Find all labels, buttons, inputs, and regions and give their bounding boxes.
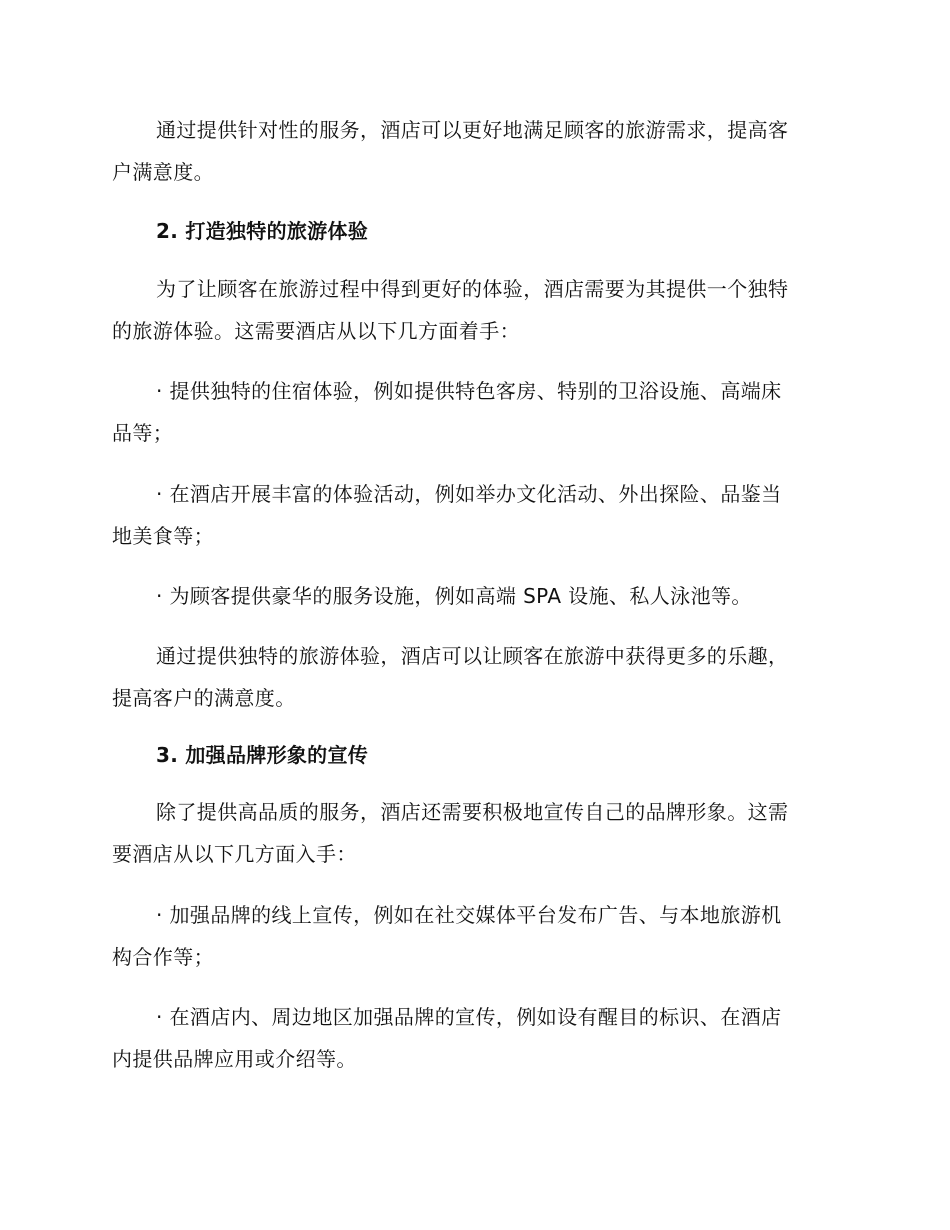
paragraph-experience-intro <box>112 268 836 352</box>
bullet-item-activities <box>112 473 836 557</box>
bullet-line: · 在酒店内、周边地区加强品牌的宣传，例如设有醒目的标识、在酒店 <box>156 1005 782 1029</box>
paragraph-line: 为了让顾客在旅游过程中得到更好的体验，酒店需要为其提供一个独特 <box>156 277 789 301</box>
bullet-line: · 在酒店开展丰富的体验活动，例如举办文化活动、外出探险、品鉴当 <box>156 482 782 506</box>
paragraph-experience-summary <box>112 635 836 719</box>
paragraph-service-summary <box>112 109 836 193</box>
bullet-line: 构合作等； <box>112 945 214 969</box>
section-heading-brand-promotion: 3. 加强品牌形象的宣传 <box>156 743 369 767</box>
paragraph-line: 通过提供针对性的服务，酒店可以更好地满足顾客的旅游需求，提高客 <box>156 118 789 142</box>
bullet-line: · 为顾客提供豪华的服务设施，例如高端 SPA 设施、私人泳池等。 <box>156 584 752 608</box>
paragraph-line: 提高客户的满意度。 <box>112 686 296 710</box>
paragraph-line: 除了提供高品质的服务，酒店还需要积极地宣传自己的品牌形象。这需 <box>156 800 789 824</box>
paragraph-line: 要酒店从以下几方面入手： <box>112 842 357 866</box>
paragraph-line: 户满意度。 <box>112 160 214 184</box>
bullet-line: · 提供独特的住宿体验，例如提供特色客房、特别的卫浴设施、高端床 <box>156 379 782 403</box>
paragraph-brand-intro <box>112 791 836 875</box>
bullet-line: · 加强品牌的线上宣传，例如在社交媒体平台发布广告、与本地旅游机 <box>156 903 782 927</box>
bullet-line: 品等； <box>112 421 174 445</box>
bullet-item-facilities <box>112 575 836 617</box>
bullet-item-local-promotion <box>112 996 836 1080</box>
paragraph-line: 通过提供独特的旅游体验，酒店可以让顾客在旅游中获得更多的乐趣， <box>156 644 789 668</box>
bullet-line: 内提供品牌应用或介绍等。 <box>112 1047 357 1071</box>
bullet-item-accommodation <box>112 370 836 454</box>
section-heading-unique-experience: 2. 打造独特的旅游体验 <box>156 219 369 243</box>
bullet-line: 地美食等； <box>112 524 214 548</box>
bullet-item-online-promotion <box>112 894 836 978</box>
paragraph-line: 的旅游体验。这需要酒店从以下几方面着手： <box>112 319 520 343</box>
